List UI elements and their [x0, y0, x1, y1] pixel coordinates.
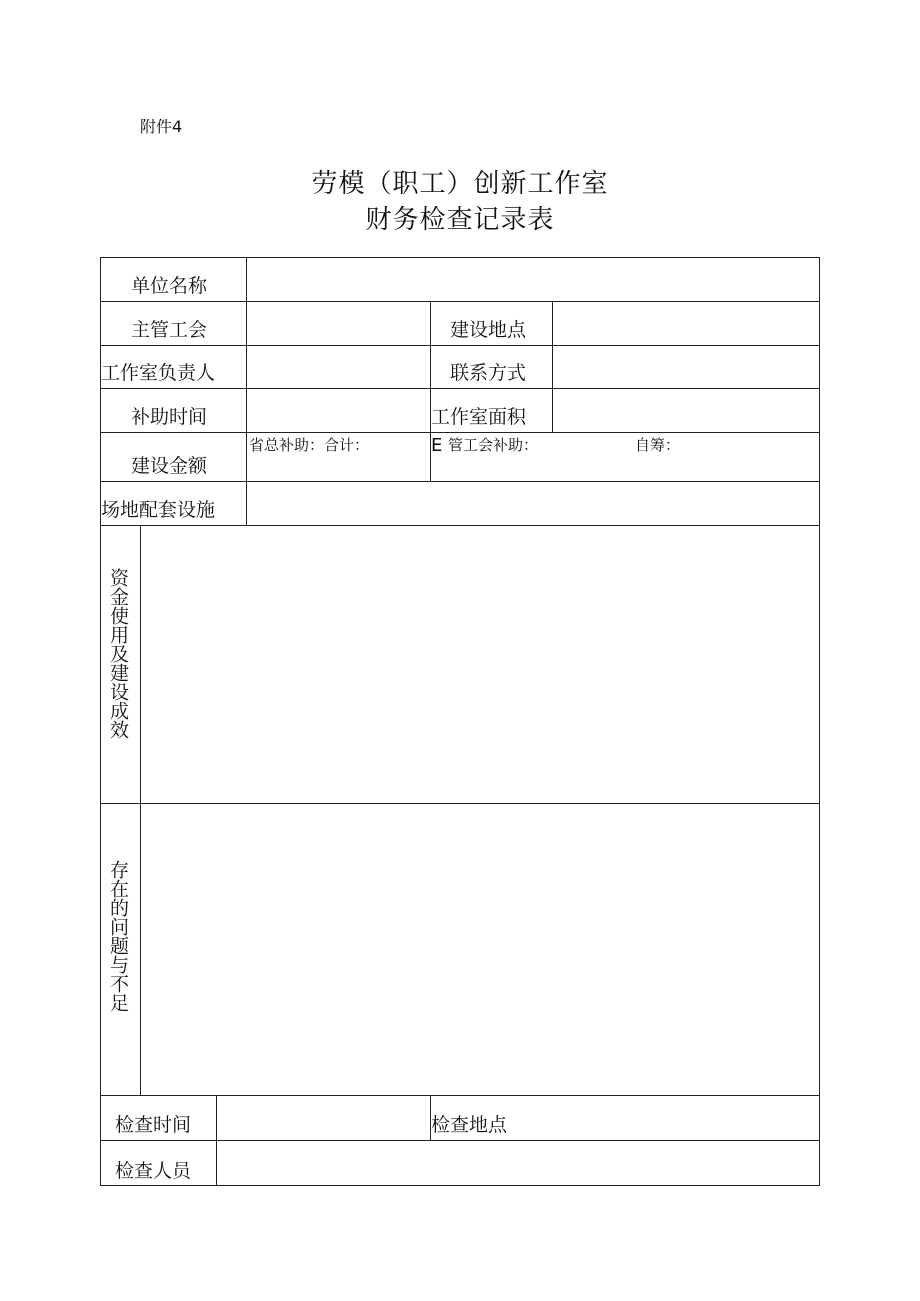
construction-site-label: 建设地点 [450, 319, 527, 341]
inspectors-label: 检查人员 [115, 1160, 192, 1182]
studio-area-field[interactable] [553, 389, 819, 432]
construction-amount-label: 建设金额 [131, 455, 208, 477]
problems-label: 存在的问题与不足 [107, 860, 129, 1012]
fund-usage-field[interactable] [141, 526, 819, 803]
table-border-left [100, 257, 101, 1186]
page-title-line-2: 财务检查记录表 [365, 205, 555, 235]
inspection-record-form [100, 257, 820, 1186]
union-subsidy-label: 管工会补助： [448, 436, 539, 454]
unit-name-label: 单位名称 [131, 275, 208, 297]
problems-field[interactable] [141, 804, 819, 1095]
inspection-time-field[interactable] [217, 1096, 430, 1140]
studio-area-label: 工作室面积 [431, 406, 527, 428]
inspectors-field[interactable] [217, 1141, 819, 1185]
contact-label: 联系方式 [450, 362, 527, 384]
inspection-time-label: 检查时间 [115, 1114, 192, 1136]
subsidy-time-field[interactable] [247, 389, 430, 432]
self-raised-label: 自筹： [635, 436, 681, 454]
subsidy-time-label: 补助时间 [131, 406, 208, 428]
table-border-right [819, 257, 820, 1186]
construction-amount-field[interactable] [247, 433, 819, 481]
inspection-place-field[interactable] [520, 1096, 819, 1140]
construction-site-field[interactable] [553, 302, 819, 345]
unit-name-field[interactable] [247, 258, 819, 301]
supervising-union-field[interactable] [247, 302, 430, 345]
studio-leader-label: 工作室负责人 [101, 362, 216, 384]
page-title-line-1: 劳模（职工）创新工作室 [311, 169, 609, 199]
studio-leader-field[interactable] [247, 346, 430, 388]
site-facilities-label: 场地配套设施 [101, 499, 216, 521]
table-border-bottom [100, 1185, 820, 1186]
contact-field[interactable] [553, 346, 819, 388]
site-facilities-field[interactable] [247, 482, 819, 525]
fund-usage-label: 资金使用及建设成效 [107, 568, 129, 739]
provincial-subsidy-label: 省总补助：合计： [249, 436, 370, 454]
inspection-place-label: 检查地点 [431, 1114, 508, 1136]
union-subsidy-prefix: E [431, 435, 443, 456]
supervising-union-label: 主管工会 [131, 319, 208, 341]
attachment-label: 附件4 [140, 117, 183, 136]
